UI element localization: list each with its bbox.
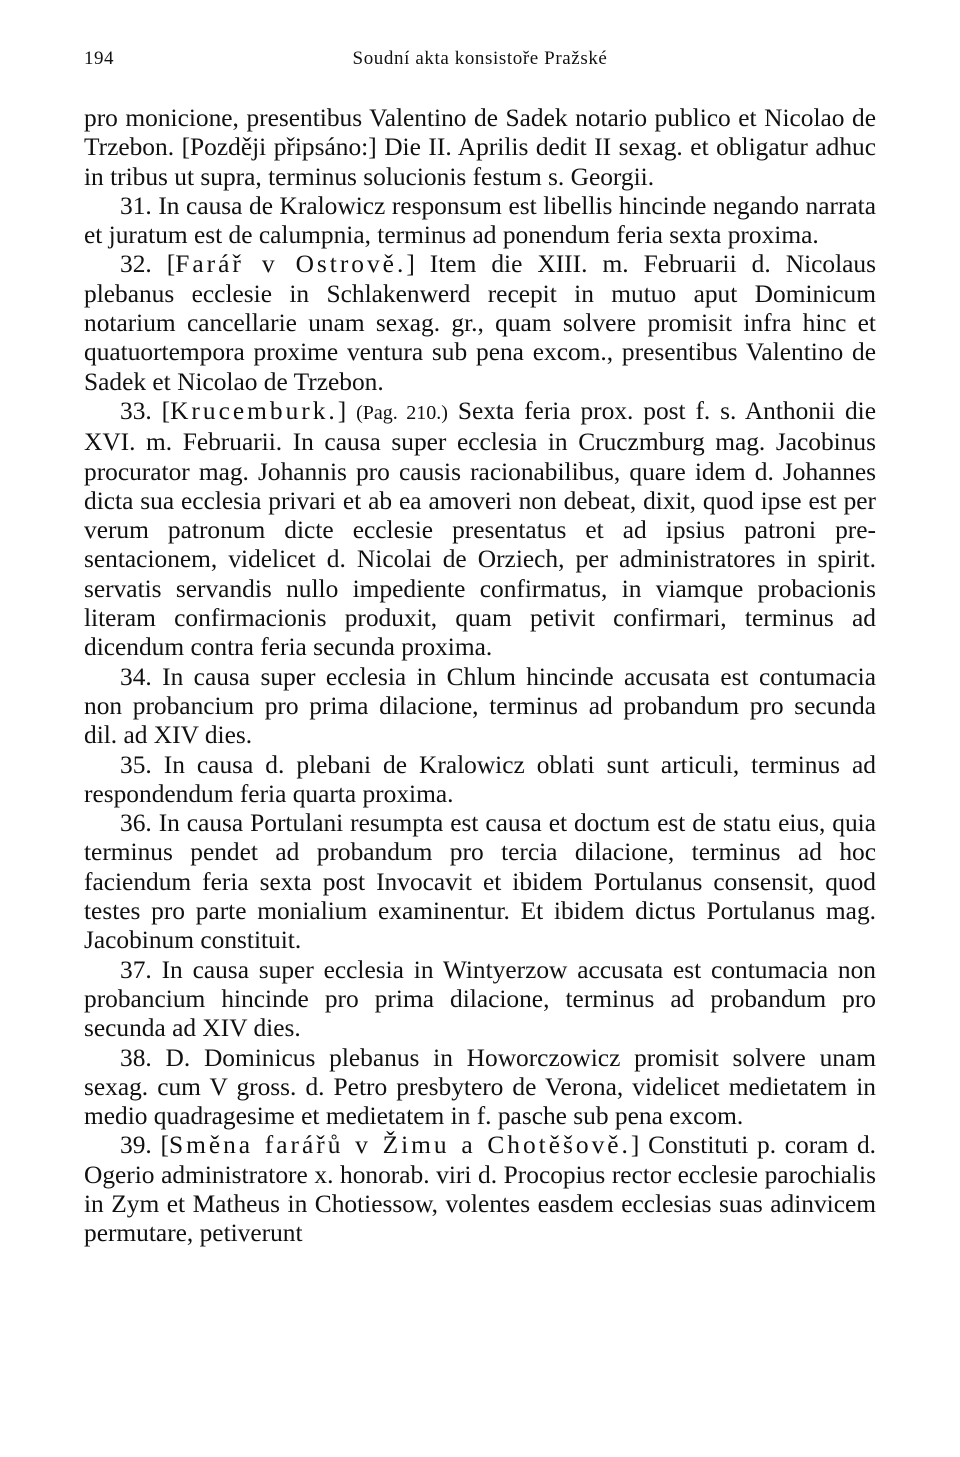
paragraph [84, 1044, 876, 1132]
paragraph [84, 250, 876, 396]
paragraph [84, 956, 876, 1044]
text-run: [ [160, 1131, 169, 1160]
paragraph [84, 663, 876, 751]
body-text [84, 104, 876, 1434]
spaced-heading: Směna farářů v Žimu a Chotěšově. [168, 1131, 631, 1160]
text-run: In causa de Kralowicz responsum est libellis hincinde negando narrata et juratum est de calumpnia, terminus ad ponendum feria sexta proxima. [84, 191, 876, 250]
text-run: [ [161, 396, 171, 425]
spaced-heading: Farář v Ostrově. [175, 250, 407, 279]
paragraph-number: 37. [120, 955, 152, 984]
text-run: [ [166, 250, 176, 279]
text-run: pro monicione, presentibus Valentino de Sadek notario publico et Nicolao de Trzebon. [Později připsáno:] Die II. Aprilis dedit II sexag. et obligatur adhuc in tribus ut supra, terminus solucionis festum s. Georgii. [84, 104, 876, 191]
paragraph-number: 35. [120, 750, 152, 779]
text-run: In causa Portulani resumpta est causa et doctum est de statu eius, quia terminus pendet ad probandum pro tercia dilacione, terminus ad hoc faciendum feria sexta post Invocavit et ibidem Portulanus consensit, quod testes pro parte monialium examinentur. Et ibidem dictus Portulanus mag. Jacobinum constituit. [84, 809, 876, 955]
paragraph-number: 36. [120, 809, 152, 838]
text-run: In causa super ecclesia in Wintyerzow accusata est contumacia non probancium hincinde pro prima dilacione, terminus ad probandum pro secunda ad XIV dies. [84, 955, 876, 1043]
paragraph [84, 104, 876, 192]
paragraph-number: 31. [120, 191, 152, 220]
paragraph-number: 33. [120, 396, 152, 425]
text-run: ] Constituti p. coram d. Ogerio administratore x. honorab. viri d. Procopius rector ecclesie parochialis in Zym et Matheus in Chotiessow, volentes easdem ecclesias suas adinvicem permutare, petiverunt [84, 1131, 876, 1248]
paragraph [84, 192, 876, 251]
text-run: In causa d. plebani de Kralowicz oblati sunt articuli, terminus ad respondendum feria quarta proxima. [84, 750, 876, 808]
paragraph-number: 38. [120, 1043, 152, 1072]
spaced-heading: Krucemburk. [170, 396, 338, 425]
running-head [84, 44, 876, 74]
text-run: D. Dominicus plebanus in Howorczowicz promisit solvere unam sexag. cum V gross. d. Petro presbytero de Verona, videlicet medietatem in medio quadragesime et medietatem in f. pasche sub pena excom. [84, 1043, 876, 1131]
paragraph [84, 397, 876, 663]
page-reference: (Pag. 210.) [356, 401, 448, 424]
paragraph [84, 1131, 876, 1248]
paragraph [84, 809, 876, 955]
paragraph-number: 34. [120, 662, 152, 691]
paragraph [84, 751, 876, 810]
text-run: Sexta feria prox. post f. s. Anthonii die XVI. m. Februarii. In causa super ecclesia in Cruczmburg mag. Jacobinus procurator mag. Johannis pro causis racionabilibus, quare idem d. Johannes dicta sua ecclesia privari et ab ea amoveri non debeat, dixit, quod ipse est per verum patronum dicte ecclesie presentatus et ad ipsius patroni presentacionem, videlicet d. Nicolai de Orziech, per administratores in spirit. servatis servandis nullo impediente confirmatus, in viamque probacionis literam confirmacionis produxit, quam petivit confirmari, terminus ad dicendum contra feria secunda proxima. [84, 396, 876, 662]
page-number: 194 [84, 48, 114, 69]
running-title: Soudní akta konsistoře Pražské [352, 48, 608, 69]
paragraph-number: 32. [120, 250, 152, 279]
text-run: In causa super ecclesia in Chlum hincinde accusata est contumacia non probancium pro prima dilacione, terminus ad probandum pro secunda dil. ad XIV dies. [84, 662, 876, 750]
text-run: ] Item die XIII. m. Februarii d. Nicolaus plebanus ecclesie in Schlakenwerd recepit in mutuo aput Dominicum notarium cancellarie unam sexag. gr., quam solvere promisit infra hinc et quatuortempora proxime ventura sub pena excom., presentibus Valentino de Sadek et Nicolao de Trzebon. [84, 250, 877, 396]
paragraph-number: 39. [120, 1131, 152, 1160]
text-run: ] [337, 396, 357, 425]
